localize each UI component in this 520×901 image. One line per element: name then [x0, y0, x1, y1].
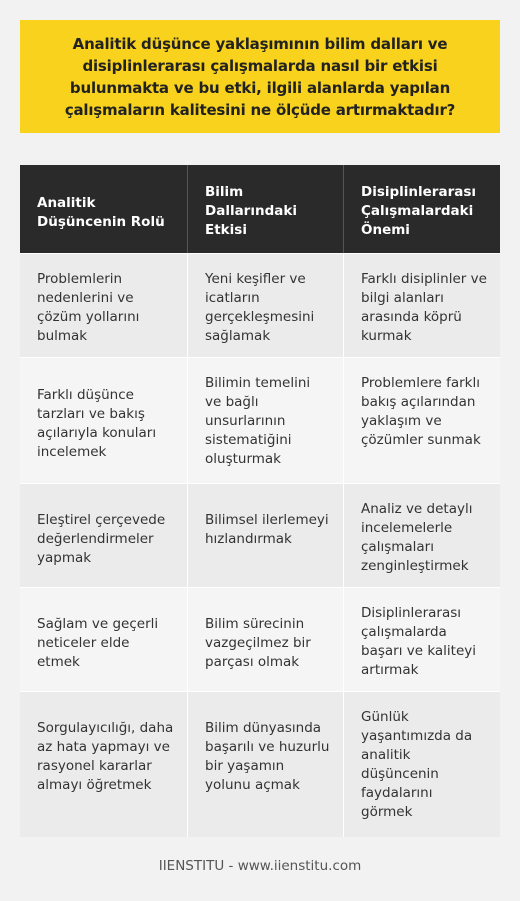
footer-credit: IIENSTITU - www.iienstitu.com	[158, 858, 362, 874]
table-row	[20, 587, 500, 691]
table-cell: Yeni keşifler ve icatların gerçekleşmesini sağlamak	[188, 254, 344, 357]
title-banner	[20, 20, 500, 133]
table-row	[20, 357, 500, 483]
column-header-interdisciplinary-importance: Disiplinlerarası Çalışmalardaki Önemi	[361, 184, 477, 238]
column-header-science-effect: Bilim Dallarındaki Etkisi	[188, 165, 344, 253]
table-cell: Bilimin temelini ve bağlı unsurlarının sistematiğini oluşturmak	[188, 358, 344, 483]
column-header-role: Analitik Düşüncenin Rolü	[20, 165, 188, 253]
table-cell: Sorgulayıcılığı, daha az hata yapmayı ve rasyonel kararlar almayı öğretmek	[20, 692, 188, 837]
comparison-table	[20, 165, 500, 837]
table-cell: Bilim sürecinin vazgeçilmez bir parçası olmak	[188, 588, 344, 691]
table-cell: Farklı disiplinler ve bilgi alanları arasında köprü kurmak	[361, 271, 487, 344]
table-row	[20, 483, 500, 587]
table-cell: Bilimsel ilerlemeyi hızlandırmak	[188, 484, 344, 587]
table-cell: Disiplinlerarası çalışmalarda başarı ve kaliteyi artırmak	[361, 605, 477, 678]
table-cell: Problemlere farklı bakış açılarından yaklaşım ve çözümler sunmak	[361, 375, 481, 448]
table-cell: Problemlerin nedenlerini ve çözüm yollarını bulmak	[20, 254, 188, 357]
table-header-row	[20, 165, 500, 253]
table-cell: Sağlam ve geçerli neticeler elde etmek	[20, 588, 188, 691]
table-row	[20, 253, 500, 357]
table-cell: Bilim dünyasında başarılı ve huzurlu bir yaşamın yolunu açmak	[188, 692, 344, 837]
table-cell: Günlük yaşantımızda da analitik düşüncenin faydalarını görmek	[361, 709, 473, 820]
table-row	[20, 691, 500, 837]
table-cell: Farklı düşünce tarzları ve bakış açılarıyla konuları incelemek	[20, 358, 188, 483]
table-cell: Analiz ve detaylı incelemelerle çalışmaları zenginleştirmek	[361, 501, 473, 574]
table-cell: Eleştirel çerçevede değerlendirmeler yapmak	[20, 484, 188, 587]
page-title: Analitik düşünce yaklaşımının bilim dalları ve disiplinlerarası çalışmalarda nasıl bir etkisi bulunmakta ve bu etki, ilgili alanlarda yapılan çalışmaların kalitesini ne ölçüde artırmaktadır?	[64, 34, 456, 119]
